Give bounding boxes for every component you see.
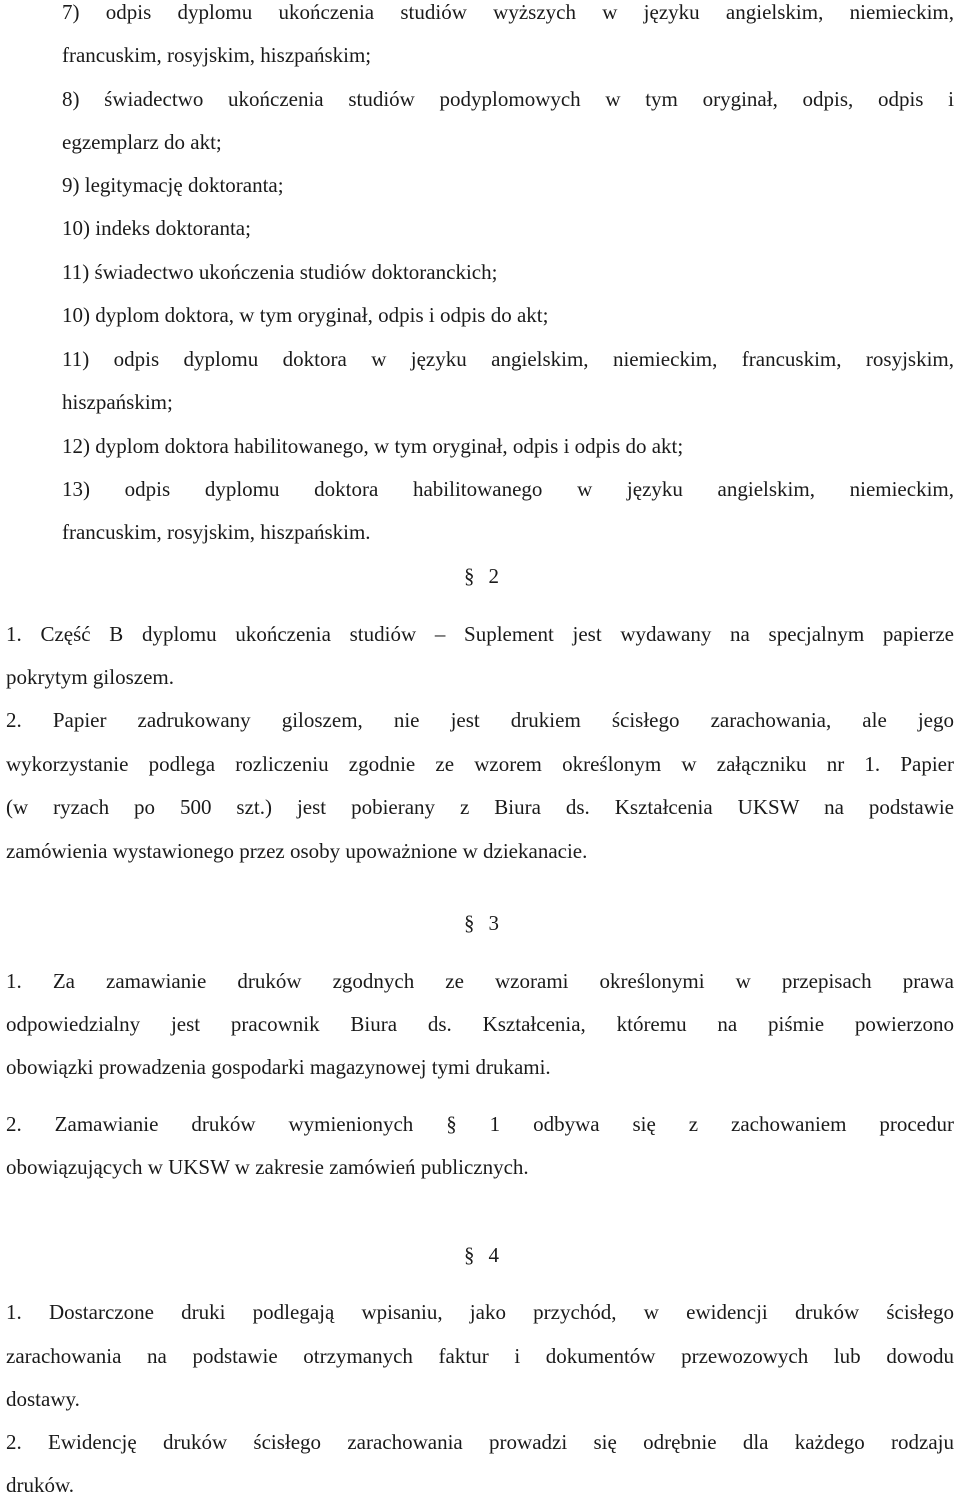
- s3-p2-line1: 2. Zamawianie druków wymienionych § 1 odbywa się z zachowaniem procedur: [6, 1112, 954, 1136]
- list-item-8-line1: 8) świadectwo ukończenia studiów podyplomowych w tym oryginał, odpis, odpis i: [62, 87, 954, 111]
- section-sign: §: [464, 911, 475, 935]
- s2-p1-line1: 1. Część B dyplomu ukończenia studiów – Suplement jest wydawany na specjalnym papierze: [6, 622, 954, 646]
- s4-p1-line2: zarachowania na podstawie otrzymanych faktur i dokumentów przewozowych lub dowodu: [6, 1344, 954, 1368]
- s2-p1-line2: pokrytym giloszem.: [6, 665, 174, 689]
- list-item-11b-line1: 11) odpis dyplomu doktora w języku angielskim, niemieckim, francuskim, rosyjskim,: [62, 347, 954, 371]
- s4-p2-line1: 2. Ewidencję druków ścisłego zarachowania prowadzi się odrębnie dla każdego rodzaju: [6, 1430, 954, 1454]
- section-number: 4: [488, 1243, 499, 1267]
- s3-p1-line3: obowiązki prowadzenia gospodarki magazynowej tymi drukami.: [6, 1055, 551, 1079]
- section-sign: §: [464, 564, 475, 588]
- list-item-7-line2: francuskim, rosyjskim, hiszpańskim;: [62, 43, 372, 67]
- section-sign: §: [464, 1243, 475, 1267]
- section-number: 2: [488, 564, 499, 588]
- list-item-8-line2: egzemplarz do akt;: [62, 130, 222, 154]
- section-heading-2: [464, 566, 499, 587]
- s4-p2-line2: druków.: [6, 1473, 75, 1497]
- list-item-13-line2: francuskim, rosyjskim, hiszpańskim.: [62, 520, 371, 544]
- s4-p1-line1: 1. Dostarczone druki podlegają wpisaniu, jako przychód, w ewidencji druków ścisłego: [6, 1300, 954, 1324]
- list-item-10: 10) indeks doktoranta;: [62, 216, 251, 240]
- s4-p1-line3: dostawy.: [6, 1387, 80, 1411]
- s2-p2-line2: wykorzystanie podlega rozliczeniu zgodnie ze wzorem określonym w załączniku nr 1. Papier: [6, 752, 954, 776]
- s2-p2-line4: zamówienia wystawionego przez osoby upoważnione w dziekanacie.: [6, 839, 588, 863]
- s2-p2-line3: (w ryzach po 500 szt.) jest pobierany z Biura ds. Kształcenia UKSW na podstawie: [6, 795, 954, 819]
- section-heading-3: [464, 913, 499, 934]
- section-number: 3: [488, 911, 499, 935]
- list-item-12: 12) dyplom doktora habilitowanego, w tym oryginał, odpis i odpis do akt;: [62, 434, 684, 458]
- s3-p1-line1: 1. Za zamawianie druków zgodnych ze wzorami określonymi w przepisach prawa: [6, 969, 954, 993]
- s2-p2-line1: 2. Papier zadrukowany giloszem, nie jest drukiem ścisłego zarachowania, ale jego: [6, 708, 954, 732]
- section-heading-4: [464, 1245, 499, 1266]
- list-item-13-line1: 13) odpis dyplomu doktora habilitowanego w języku angielskim, niemieckim,: [62, 477, 954, 501]
- list-item-11b-line2: hiszpańskim;: [62, 390, 173, 414]
- s3-p1-line2: odpowiedzialny jest pracownik Biura ds. Kształcenia, któremu na piśmie powierzono: [6, 1012, 954, 1036]
- list-item-11: 11) świadectwo ukończenia studiów doktoranckich;: [62, 260, 498, 284]
- list-item-9: 9) legitymację doktoranta;: [62, 173, 284, 197]
- s3-p2-line2: obowiązujących w UKSW w zakresie zamówień publicznych.: [6, 1155, 529, 1179]
- list-item-10b: 10) dyplom doktora, w tym oryginał, odpis i odpis do akt;: [62, 303, 549, 327]
- list-item-7-line1: 7) odpis dyplomu ukończenia studiów wyższych w języku angielskim, niemieckim,: [62, 0, 954, 24]
